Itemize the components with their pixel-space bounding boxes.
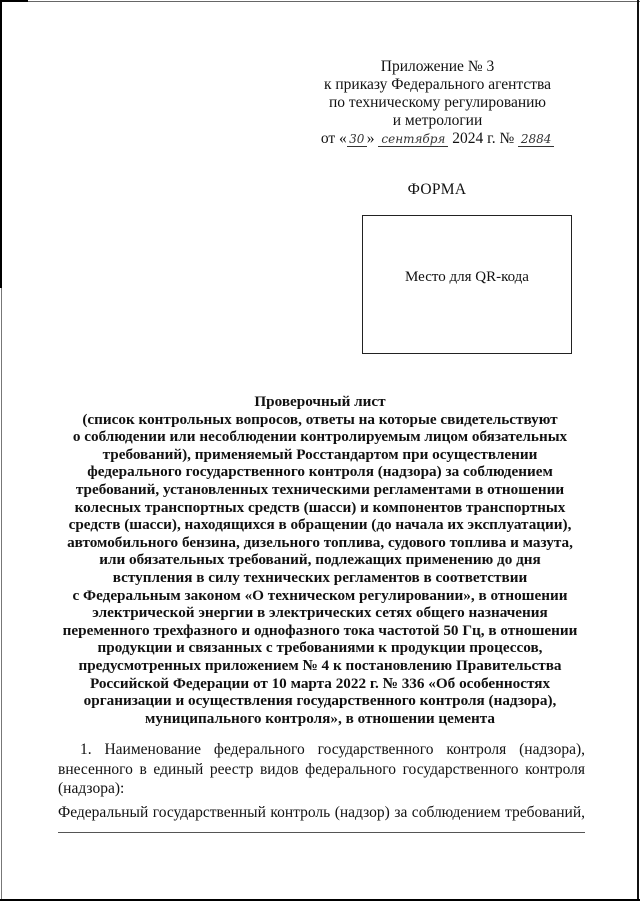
section-1-answer: Федеральный государственный контроль (надзор) за соблюдением требований, — [58, 804, 585, 821]
title-line: вступления в силу технических регламентов в соответствии — [112, 568, 528, 586]
title-line: автомобильного бензина, дизельного топлива, судового топлива и мазута, — [67, 533, 573, 551]
section-1-line: (надзора): — [58, 780, 125, 797]
answer-underline — [58, 832, 585, 833]
title-line: (список контрольных вопросов, ответы на которые свидетельствуют — [82, 410, 558, 428]
qr-code-placeholder — [362, 215, 572, 354]
title-line: Российской Федерации от 10 марта 2022 г. № 336 «Об особенностях — [89, 674, 551, 692]
title-line: переменного трехфазного и однофазного тока частотой 50 Гц, в отношении — [62, 621, 578, 639]
title-line: федерального государственного контроля (надзора) за соблюдением — [87, 463, 553, 481]
title-line: с Федеральным законом «О техническом регулировании», в отношении — [72, 586, 568, 604]
date-year: 2024 г. № — [452, 130, 515, 147]
section-1-line: внесенного в единый реестр видов федерального государственного контроля — [58, 760, 585, 778]
scan-edge-left-dark — [0, 0, 2, 288]
scan-edge-top-dark — [0, 0, 28, 2]
order-reference-line-3: и метрологии — [392, 112, 483, 129]
title-line: электрической энергии в электрических сетях общего назначения — [92, 604, 548, 622]
section-1-paragraph — [58, 740, 585, 799]
title-line: требований, установленных техническими регламентами в отношении — [75, 480, 565, 498]
title-line: требований), применяемый Росстандартом при осуществлении — [102, 445, 538, 463]
title-line: или обязательных требований, подлежащих применению до дня — [99, 551, 541, 569]
appendix-number: Приложение № 3 — [380, 58, 495, 75]
order-reference-line-2: по техническому регулированию — [328, 94, 547, 111]
order-date-line — [300, 130, 575, 148]
scan-edge-left — [1, 288, 2, 901]
handwritten-order-number: 2884 — [518, 132, 554, 147]
scan-edge-top — [28, 1, 640, 2]
handwritten-day: 30 — [347, 132, 367, 147]
date-quote-close: » — [366, 130, 375, 147]
title-line: предусмотренных приложением № 4 к постановлению Правительства — [78, 656, 562, 674]
title-line: организации и осуществления государственного контроля (надзора), — [83, 692, 557, 710]
date-prefix: от « — [320, 130, 347, 147]
title-line: колесных транспортных средств (шасси) и компонентов транспортных — [74, 498, 566, 516]
section-1-line: 1. Наименование федерального государственного контроля (надзора), — [80, 741, 585, 758]
title-line: средств (шасси), находящихся в обращении (до начала их эксплуатации), — [68, 516, 572, 534]
title-line: продукции и связанных с требованиями к продукции процессов, — [97, 639, 543, 657]
title-line: о соблюдении или несоблюдении контролируемым лицом обязательных — [72, 428, 568, 446]
order-reference-line-1: к приказу Федерального агентства — [323, 76, 552, 93]
checklist-title — [40, 393, 600, 727]
title-line: муниципального контроля», в отношении цемента — [145, 709, 495, 727]
title-line: Проверочный лист — [254, 393, 386, 410]
appendix-header — [300, 58, 575, 148]
handwritten-month: сентября — [378, 132, 448, 147]
qr-placeholder-label: Место для QR-кода — [405, 269, 529, 285]
form-label: ФОРМА — [407, 181, 467, 198]
scan-edge-right — [637, 0, 639, 901]
